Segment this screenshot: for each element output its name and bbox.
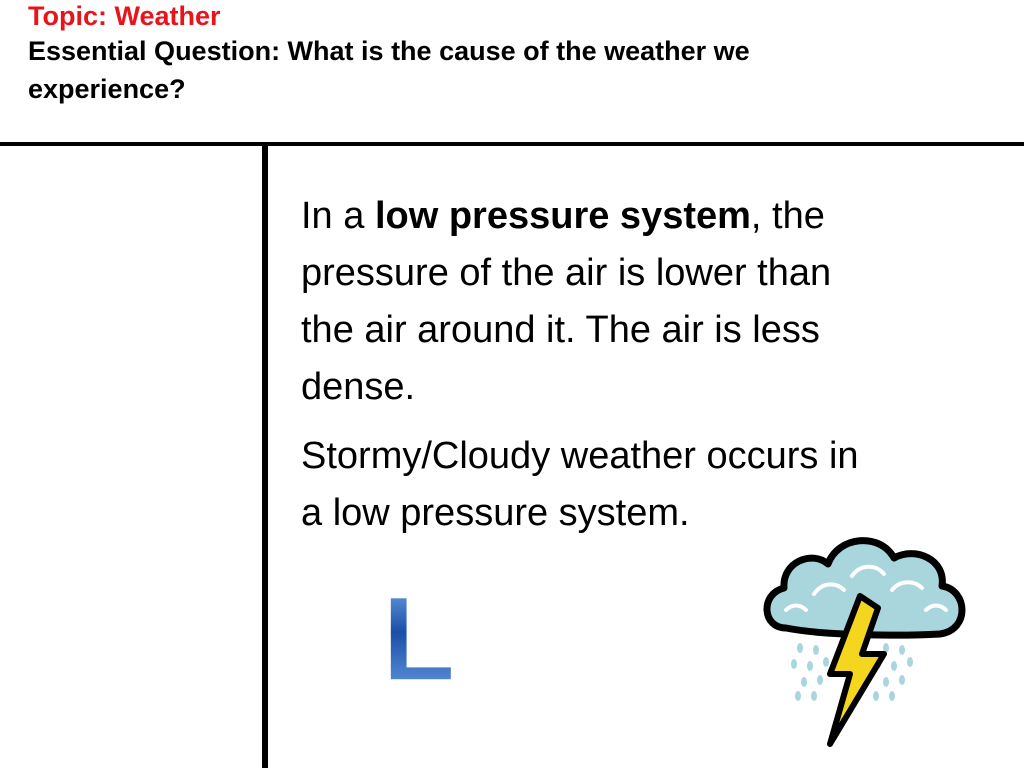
definition-term: low pressure system: [374, 195, 751, 237]
definition-line-1-end: , the: [750, 195, 825, 237]
definition-line-2: pressure of the air is lower than: [301, 252, 832, 294]
slide-header: [28, 0, 1008, 108]
vertical-divider: [262, 146, 268, 768]
thunderstorm-icon: [756, 524, 972, 750]
essential-question-line-1: Essential Question: What is the cause of the weather we: [28, 36, 750, 66]
weather-line-2: a low pressure system.: [301, 492, 690, 534]
essential-question-line-2: experience?: [28, 74, 186, 104]
body-text: [301, 188, 991, 554]
definition-line-4: dense.: [301, 366, 416, 408]
low-pressure-letter-icon: [380, 582, 460, 692]
definition-prefix: In a: [301, 195, 375, 237]
weather-line-1: Stormy/Cloudy weather occurs in: [301, 435, 859, 477]
pressure-letter: L: [382, 582, 456, 692]
horizontal-divider: [0, 142, 1024, 146]
definition-line-3: the air around it. The air is less: [301, 309, 820, 351]
definition-paragraph: [301, 188, 991, 416]
topic-title: Topic: Weather: [28, 1, 221, 31]
